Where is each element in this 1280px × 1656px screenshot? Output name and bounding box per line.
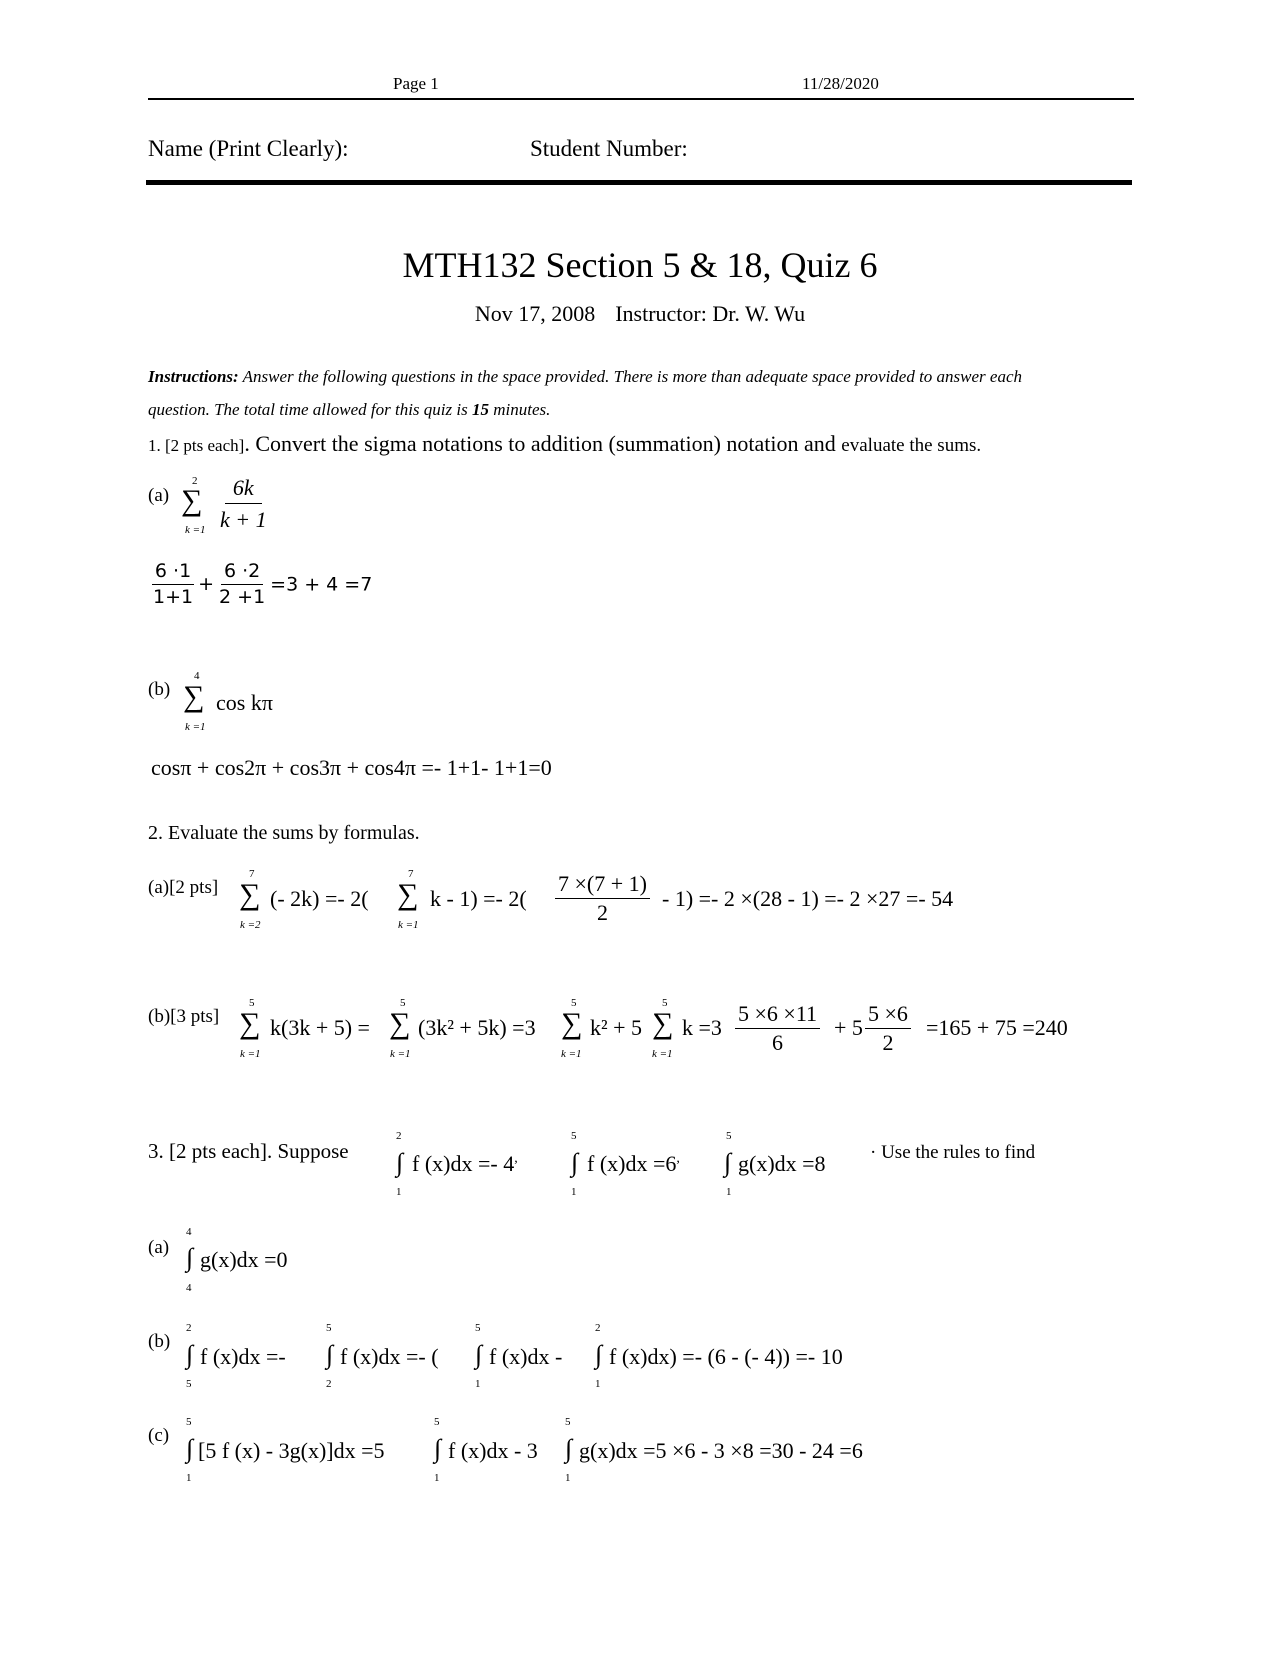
q3b-int4-upper: 2 <box>595 1322 601 1334</box>
print-date: 11/28/2020 <box>802 74 879 93</box>
q2a-fraction <box>553 872 652 925</box>
q2a-sigma2-icon: ∑ <box>397 878 419 911</box>
q1b-sigma-icon: ∑ <box>183 680 205 713</box>
q3b-label: (b) <box>148 1331 171 1352</box>
q3a-body: g(x)dx =0 <box>200 1247 288 1272</box>
q1b-answer: cosπ + cos2π + cos3π + cos4π =- 1+1- 1+1=0 <box>151 755 552 780</box>
q1a-ans-den2: 2 +1 <box>219 585 266 608</box>
header-rule <box>148 98 1134 100</box>
q2b-sigma2-icon: ∑ <box>389 1007 411 1040</box>
q2b-sigma1-upper: 5 <box>249 997 255 1009</box>
q2b-sigma1-lower: k =1 <box>240 1048 261 1060</box>
q2b-sigma4-upper: 5 <box>662 997 668 1009</box>
q1a-ans-plus: + <box>198 572 215 595</box>
q3b-term4: f (x)dx) =- (6 - (- 4)) =- 10 <box>609 1344 843 1369</box>
q3b-int3-icon: ∫ <box>475 1340 483 1369</box>
q3-given1-lower: 1 <box>396 1186 402 1198</box>
q3b-int1-icon: ∫ <box>186 1340 194 1369</box>
q3-given1-upper: 2 <box>396 1130 402 1142</box>
q3-given2 <box>587 1151 680 1177</box>
q2b-term4: k =3 <box>682 1015 722 1040</box>
q1-text-small: evaluate the sums. <box>841 435 982 456</box>
q1a-ans-den1: 1+1 <box>153 585 194 608</box>
q2a-sigma1-lower: k =2 <box>240 919 261 931</box>
q3b-int1-upper: 2 <box>186 1322 192 1334</box>
instructions-minutes: 15 <box>471 400 489 419</box>
q3c-int3-icon: ∫ <box>565 1434 573 1463</box>
q3-given1-integral-icon: ∫ <box>396 1148 404 1177</box>
instructions-label: Instructions: <box>148 367 239 386</box>
q2b-fraction2 <box>863 1002 913 1055</box>
instructions-text1: Answer the following questions in the space provided. There is more than adequate space provided to answer each <box>238 367 1023 386</box>
q2b-sigma3-icon: ∑ <box>561 1007 583 1040</box>
q1a-ans-num1: 6 ·1 <box>152 561 194 585</box>
q3a-lower: 4 <box>186 1282 192 1294</box>
q1-number: 1. [2 pts each] <box>148 436 245 455</box>
q3-sep2: , <box>676 1151 680 1166</box>
name-label: Name (Print Clearly): <box>148 136 349 161</box>
quiz-title: MTH132 Section 5 & 18, Quiz 6 <box>402 245 878 285</box>
q1a-answer <box>148 561 372 608</box>
q2b-sigma2-upper: 5 <box>400 997 406 1009</box>
q3c-label: (c) <box>148 1425 170 1446</box>
q1b-label: (b) <box>148 679 171 700</box>
q3b-int2-lower: 2 <box>326 1378 332 1390</box>
q3b-term3: f (x)dx - <box>489 1344 563 1369</box>
student-number-label: Student Number: <box>530 136 688 161</box>
q2b-sigma2-lower: k =1 <box>390 1048 411 1060</box>
q3c-int2-upper: 5 <box>434 1416 440 1428</box>
q2a-sigma2-lower: k =1 <box>398 919 419 931</box>
q3c-int1-upper: 5 <box>186 1416 192 1428</box>
q3b-int3-upper: 5 <box>475 1322 481 1334</box>
q2a-term3: - 1) =- 2 ×(28 - 1) =- 2 ×27 =- 54 <box>662 886 954 911</box>
q1a-denominator: k + 1 <box>220 507 267 533</box>
q3-given3-upper: 5 <box>726 1130 732 1142</box>
q1-text: . Convert the sigma notations to addition (summation) notation and <box>244 431 842 456</box>
q1a-sigma-lower: k =1 <box>185 524 206 536</box>
q3-given2-expr: f (x)dx =6 <box>587 1151 677 1176</box>
q2a-sigma1-upper: 7 <box>249 868 255 880</box>
q2b-frac2-num: 5 ×6 <box>865 1002 911 1029</box>
q3-tail: · Use the rules to find <box>870 1142 1036 1163</box>
q2b-frac1-num: 5 ×6 ×11 <box>735 1002 820 1029</box>
q3c-term1: [5 f (x) - 3g(x)]dx =5 <box>198 1438 385 1463</box>
quiz-subtitle <box>0 301 1280 327</box>
q3-sep1: , <box>514 1151 518 1166</box>
q3b-term2: f (x)dx =- ( <box>340 1344 439 1369</box>
q1a-label: (a) <box>148 485 170 506</box>
q3a-integral-icon: ∫ <box>186 1243 194 1272</box>
q2b-sigma4-lower: k =1 <box>652 1048 673 1060</box>
q3-given3: g(x)dx =8 <box>738 1151 826 1176</box>
q1a-ans-result: =3 + 4 =7 <box>270 573 373 596</box>
q2a-sigma2-upper: 7 <box>408 868 414 880</box>
q1a-numerator: 6k <box>225 476 262 504</box>
q1b-body: cos kπ <box>216 690 273 715</box>
q1a-fraction <box>215 476 272 532</box>
q3b-int2-icon: ∫ <box>326 1340 334 1369</box>
q2b-plus: + 5 <box>834 1015 863 1040</box>
q2b-sigma3-upper: 5 <box>571 997 577 1009</box>
instructions-line2 <box>148 400 550 420</box>
q3c-int2-lower: 1 <box>434 1472 440 1484</box>
instructions-line1 <box>148 367 1022 387</box>
page-number: Page 1 <box>393 74 439 93</box>
q2b-label: (b)[3 pts] <box>148 1006 220 1027</box>
instructions-text2a: question. The total time allowed for this quiz is <box>148 400 472 419</box>
q3c-term3: g(x)dx =5 ×6 - 3 ×8 =30 - 24 =6 <box>579 1438 863 1463</box>
q1a-sigma-icon: ∑ <box>181 484 203 517</box>
instructions-text2b: minutes. <box>488 400 551 419</box>
q2b-sigma3-lower: k =1 <box>561 1048 582 1060</box>
q3b-int3-lower: 1 <box>475 1378 481 1390</box>
q1b-sigma-lower: k =1 <box>185 721 206 733</box>
q3c-int1-lower: 1 <box>186 1472 192 1484</box>
q3c-int2-icon: ∫ <box>434 1434 442 1463</box>
q3c-int3-lower: 1 <box>565 1472 571 1484</box>
q3b-int4-lower: 1 <box>595 1378 601 1390</box>
q3-given1 <box>412 1151 518 1177</box>
q2b-frac2-den: 2 <box>882 1030 894 1056</box>
q2b-result: =165 + 75 =240 <box>926 1015 1068 1040</box>
q2a-term1: (- 2k) =- 2( <box>270 886 369 911</box>
q3-given1-expr: f (x)dx =- 4 <box>412 1151 515 1176</box>
q2b-term2: (3k² + 5k) =3 <box>418 1015 536 1040</box>
q2b-sigma4-icon: ∑ <box>652 1007 674 1040</box>
q3-lead: 3. [2 pts each]. Suppose <box>148 1139 349 1163</box>
q2a-frac-den: 2 <box>596 900 608 926</box>
q3-given3-integral-icon: ∫ <box>724 1148 732 1177</box>
q3b-int1-lower: 5 <box>186 1378 192 1390</box>
q2b-term3: k² + 5 <box>590 1015 643 1040</box>
q3b-term1: f (x)dx =- <box>200 1344 286 1369</box>
q1b-sigma-upper: 4 <box>194 670 200 682</box>
q3c-term2: f (x)dx - 3 <box>448 1438 538 1463</box>
q3-given2-lower: 1 <box>571 1186 577 1198</box>
q2-heading: 2. Evaluate the sums by formulas. <box>148 822 420 844</box>
q2a-frac-num: 7 ×(7 + 1) <box>555 872 650 899</box>
name-rule <box>146 180 1132 185</box>
q2a-label: (a)[2 pts] <box>148 877 219 898</box>
q3a-label: (a) <box>148 1237 170 1258</box>
q3a-upper: 4 <box>186 1226 192 1238</box>
q1a-sigma-upper: 2 <box>192 475 198 487</box>
q3-given2-integral-icon: ∫ <box>571 1148 579 1177</box>
q2a-sigma1-icon: ∑ <box>239 878 261 911</box>
q3c-int3-upper: 5 <box>565 1416 571 1428</box>
q2a-term2: k - 1) =- 2( <box>430 886 527 911</box>
q2b-term1: k(3k + 5) = <box>270 1015 370 1040</box>
q2b-fraction1 <box>733 1002 822 1055</box>
instructor: Instructor: Dr. W. Wu <box>615 301 806 326</box>
quiz-date: Nov 17, 2008 <box>474 301 596 326</box>
q3-given3-lower: 1 <box>726 1186 732 1198</box>
q3b-int4-icon: ∫ <box>595 1340 603 1369</box>
q3-given2-upper: 5 <box>571 1130 577 1142</box>
q2b-frac1-den: 6 <box>772 1030 783 1056</box>
q3b-int2-upper: 5 <box>326 1322 332 1334</box>
q1a-ans-num2: 6 ·2 <box>221 561 263 585</box>
q3c-int1-icon: ∫ <box>186 1434 194 1463</box>
q1-heading <box>148 431 981 457</box>
q2b-sigma1-icon: ∑ <box>239 1007 261 1040</box>
